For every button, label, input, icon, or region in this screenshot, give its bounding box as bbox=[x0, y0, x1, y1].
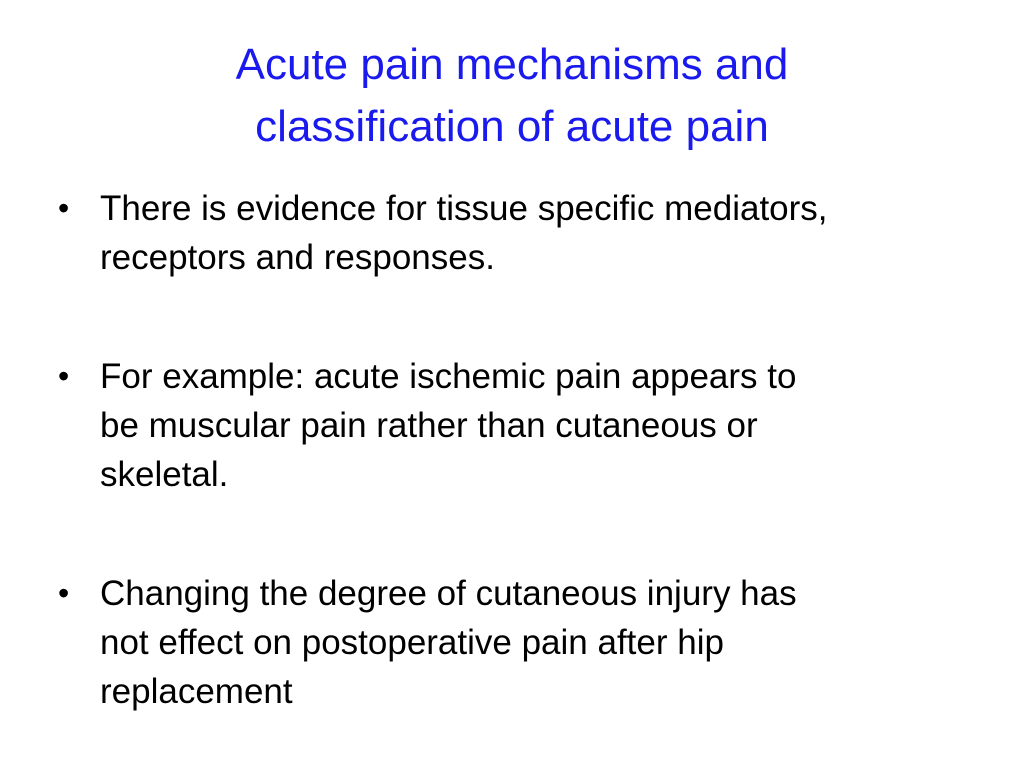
bullet-3-line-1: Changing the degree of cutaneous injury has bbox=[100, 574, 797, 613]
bullet-icon: • bbox=[58, 575, 70, 611]
bullet-2-line-2: be muscular pain rather than cutaneous or bbox=[100, 406, 758, 445]
title-line-2: classification of acute pain bbox=[255, 102, 769, 151]
bullet-1-line-2: receptors and responses. bbox=[100, 238, 495, 277]
bullet-item-1 bbox=[56, 184, 976, 282]
bullet-item-2 bbox=[56, 352, 976, 499]
bullet-icon: • bbox=[58, 358, 70, 394]
bullet-2-line-1: For example: acute ischemic pain appears to bbox=[100, 357, 797, 396]
bullet-2-line-3: skeletal. bbox=[100, 455, 229, 494]
slide-title bbox=[100, 34, 924, 158]
bullet-icon: • bbox=[58, 190, 70, 226]
bullet-3-line-2: not effect on postoperative pain after hip bbox=[100, 623, 724, 662]
bullet-item-3 bbox=[56, 569, 976, 716]
bullet-1-line-1: There is evidence for tissue specific mediators, bbox=[100, 189, 828, 228]
bullet-3-line-3: replacement bbox=[100, 672, 293, 711]
title-line-1: Acute pain mechanisms and bbox=[235, 40, 789, 89]
bullet-list bbox=[56, 184, 976, 716]
